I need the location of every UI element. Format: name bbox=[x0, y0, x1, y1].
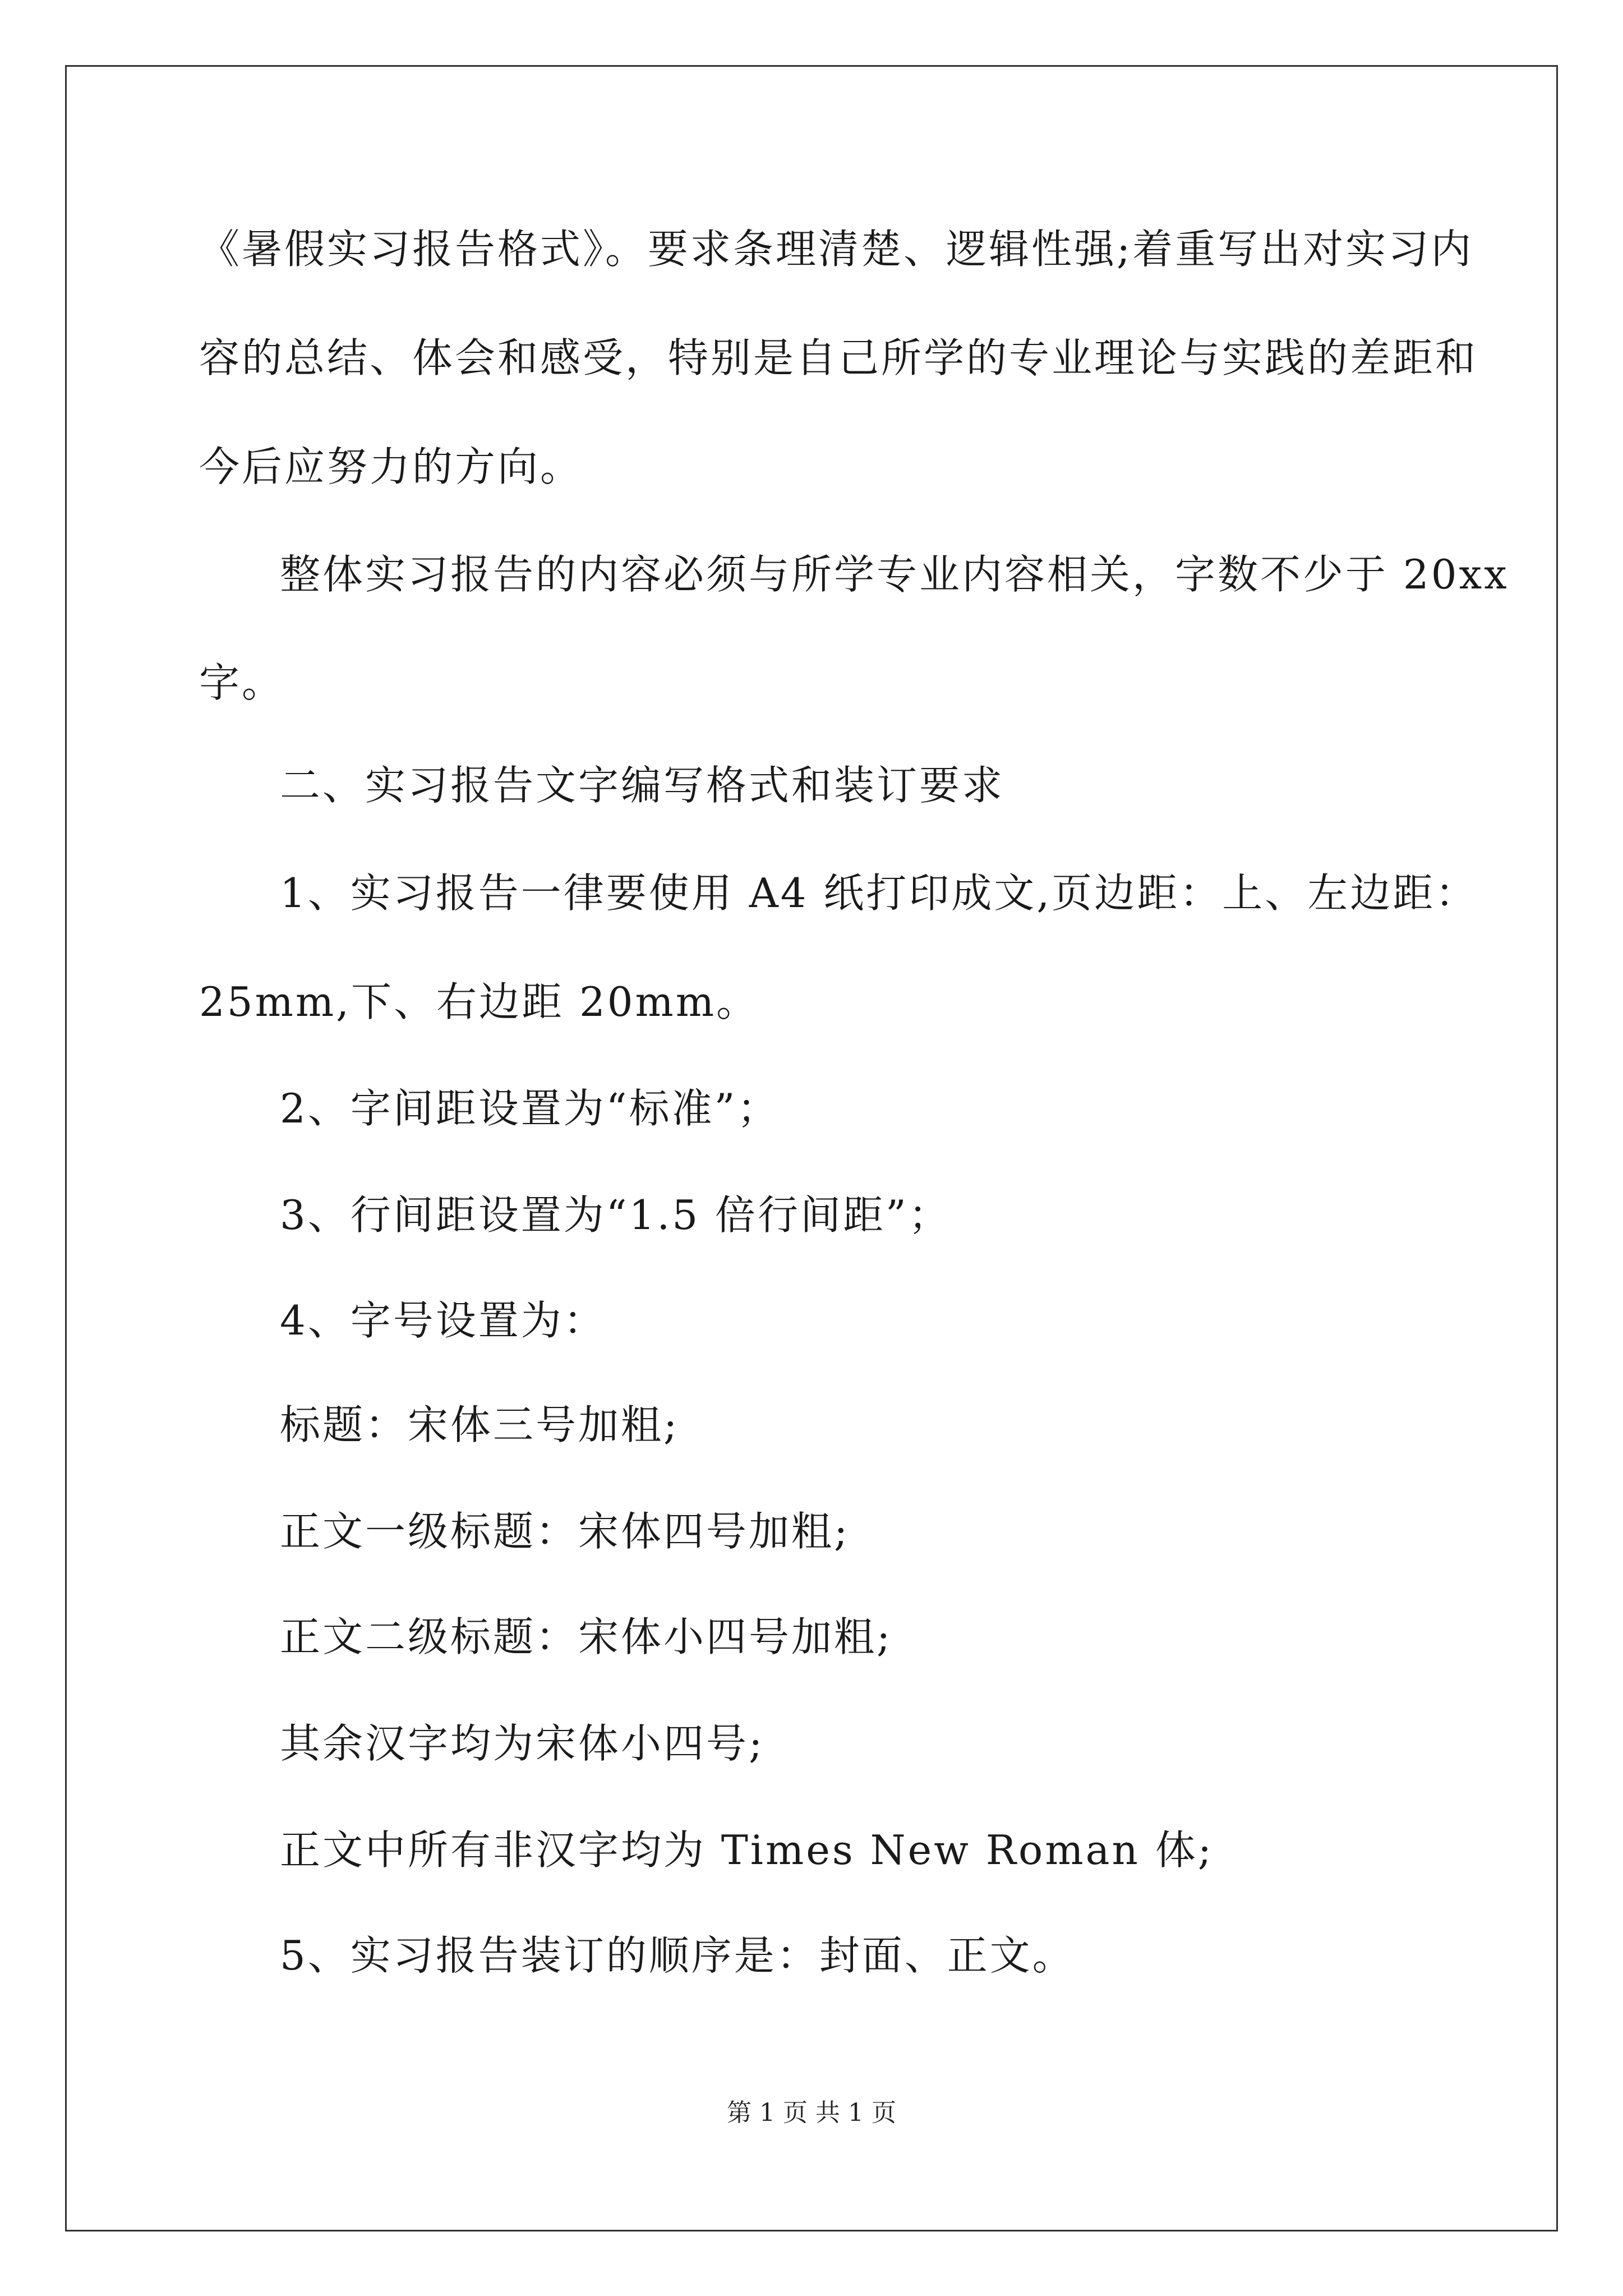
text-line: 整体实习报告的内容必须与所学专业内容相关，字数不少于 20xx bbox=[280, 551, 1509, 598]
text-line: 2、字间距设置为“标准”； bbox=[280, 1085, 780, 1132]
text-line: 今后应努力的方向。 bbox=[199, 443, 583, 490]
text-line: 字。 bbox=[199, 659, 285, 706]
text-line: 5、实习报告装订的顺序是：封面、正文。 bbox=[280, 1932, 1075, 1979]
text-line: 其余汉字均为宋体小四号; bbox=[280, 1720, 765, 1767]
text-line: 1、实习报告一律要使用 A4 纸打印成文,页边距：上、左边距： bbox=[280, 869, 1478, 917]
page-number-footer: 第 1 页 共 1 页 bbox=[727, 2099, 896, 2127]
text-line: 正文二级标题：宋体小四号加粗; bbox=[280, 1613, 893, 1660]
text-line: 25mm,下、右边距 20mm。 bbox=[199, 978, 759, 1025]
text-line: 容的总结、体会和感受，特别是自己所学的专业理论与实践的差距和 bbox=[199, 334, 1478, 381]
page-border bbox=[65, 65, 1558, 2231]
text-line: 正文一级标题：宋体四号加粗; bbox=[280, 1508, 850, 1555]
text-line: 3、行间距设置为“1.5 倍行间距”； bbox=[280, 1191, 951, 1239]
text-line: 4、字号设置为： bbox=[280, 1297, 606, 1344]
section-heading: 二、实习报告文字编写格式和装订要求 bbox=[280, 762, 1005, 809]
text-line: 《暑假实习报告格式》。要求条理清楚、逻辑性强;着重写出对实习内 bbox=[199, 226, 1474, 273]
text-line: 标题：宋体三号加粗; bbox=[280, 1401, 680, 1448]
text-line: 正文中所有非汉字均为 Times New Roman 体; bbox=[280, 1826, 1214, 1874]
